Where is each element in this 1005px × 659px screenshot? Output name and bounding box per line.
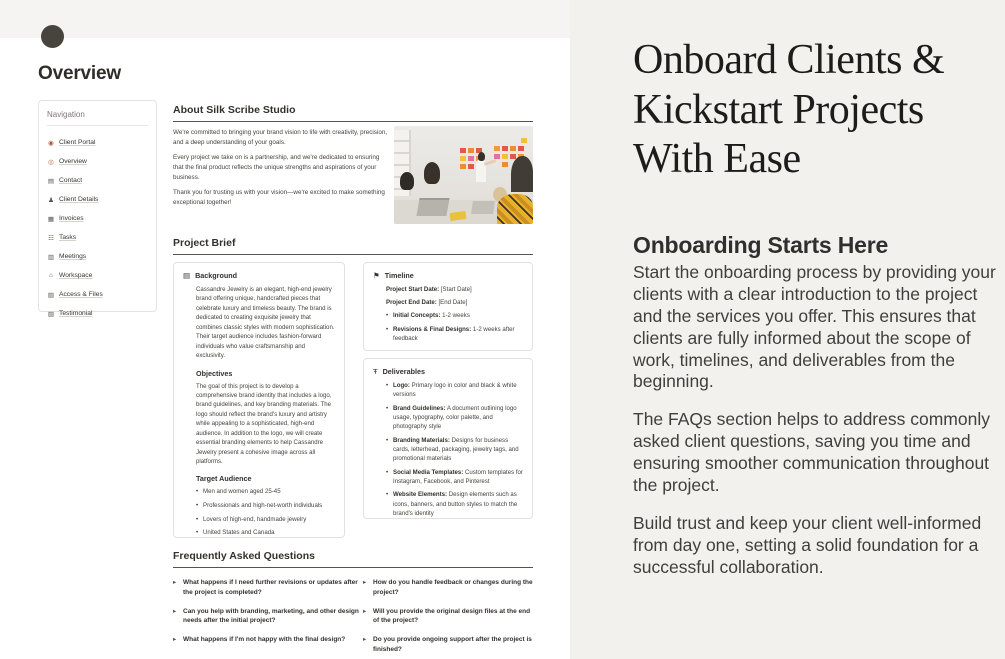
nav-item-label: Contact bbox=[59, 177, 83, 184]
photo-sticky-notes bbox=[460, 148, 466, 153]
field-label: Project Start Date: bbox=[386, 286, 440, 293]
panel-subheading: Onboarding Starts Here bbox=[633, 232, 889, 258]
deliverables-title: Deliverables bbox=[382, 367, 425, 376]
nav-item-label: Client Details bbox=[59, 196, 99, 203]
nav-item-label: Access & Files bbox=[59, 291, 103, 298]
faq-column-left bbox=[173, 578, 359, 654]
photo-person bbox=[424, 162, 440, 184]
item-label: Website Elements: bbox=[393, 491, 448, 499]
nav-item-label: Meetings bbox=[59, 253, 87, 260]
objectives-title: Objectives bbox=[196, 368, 233, 378]
item-text: Primary logo in color and black & white versions bbox=[393, 382, 517, 399]
about-text bbox=[173, 128, 389, 213]
item-text: A document outlining logo usage, typography, color palette, and photography style bbox=[393, 404, 517, 431]
timeline-header bbox=[373, 271, 523, 280]
panel-paragraph: Build trust and keep your client well-informed from day one, setting a solid foundation for a successful collaboration. bbox=[633, 512, 982, 577]
faq-column-right bbox=[363, 578, 533, 659]
item-text: Design elements such as icons, banners, and button styles to match the brand's identity bbox=[393, 491, 518, 517]
team-meeting-photo bbox=[394, 126, 533, 224]
workspace-icon: ⌂ bbox=[49, 272, 53, 279]
target-audience-title: Target Audience bbox=[196, 474, 252, 484]
deliverables-list bbox=[373, 381, 523, 518]
nav-item-client-portal[interactable] bbox=[47, 133, 148, 152]
deliverables-card bbox=[363, 358, 533, 519]
background-text: Cassandre Jewelry is an elegant, high-end jewelry brand offering unique, handcrafted pieces that celebrate luxury and timeless beauty. The brand is dedicated to creating exquisite jewelry that combines classic styles with modern sophistication. Their target audience includes fashion-forward individuals who value craftsmanship and exclusivity. bbox=[196, 286, 335, 360]
client-details-icon: ♟ bbox=[48, 196, 54, 204]
navigation-card bbox=[38, 100, 157, 318]
photo-sticky-note bbox=[521, 138, 527, 143]
field-value: [Start Date] bbox=[439, 286, 472, 293]
nav-item-testimonial[interactable] bbox=[47, 304, 148, 323]
nav-item-tasks[interactable] bbox=[47, 228, 148, 247]
photo-person bbox=[511, 156, 533, 192]
item-label: Revisions & Final Designs: bbox=[393, 325, 472, 333]
faq-toggle[interactable]: ▸ Can you help with branding, marketing, and other design needs after the initial project? bbox=[173, 607, 359, 627]
nav-item-overview[interactable] bbox=[47, 152, 148, 171]
photo-presenter-head bbox=[478, 152, 485, 161]
item-label: Logo: bbox=[393, 382, 410, 389]
navigation-title: Navigation bbox=[47, 110, 148, 126]
project-brief-heading: Project Brief bbox=[173, 237, 533, 255]
timeline-title: Timeline bbox=[384, 271, 414, 280]
tasks-icon: ☷ bbox=[48, 234, 54, 242]
access-files-icon: ▧ bbox=[47, 291, 55, 299]
photo-presenter-arm bbox=[484, 159, 496, 166]
faq-toggle[interactable]: ▸ What happens if I need further revisions or updates after the project is completed? bbox=[173, 578, 359, 598]
deliverable-item bbox=[386, 381, 523, 399]
timeline-card bbox=[363, 262, 533, 351]
faq-toggle[interactable]: ▸ How do you handle feedback or changes during the project? bbox=[363, 578, 533, 598]
invoices-icon: ▦ bbox=[47, 215, 55, 223]
nav-item-label: Testimonial bbox=[59, 310, 93, 317]
pushpin-icon: Ŧ bbox=[373, 367, 378, 376]
faq-toggle[interactable]: ▸ Will you provide the original design files at the end of the project? bbox=[363, 607, 533, 627]
item-text: 1-2 weeks after feedback bbox=[393, 325, 515, 342]
photo-laptop bbox=[416, 198, 449, 216]
about-paragraph: Every project we take on is a partnership, and we're dedicated to ensuring that the final product reflects the unique strengths and aspirations of your business. bbox=[173, 153, 380, 181]
photo-person-plaid-shirt bbox=[497, 194, 533, 224]
deliverables-header bbox=[373, 367, 523, 376]
nav-item-contact[interactable] bbox=[47, 171, 148, 190]
panel-heading: Onboard Clients & Kickstart Projects With Ease bbox=[633, 37, 945, 183]
faq-toggle[interactable]: ▸ Do you provide ongoing support after the project is finished? bbox=[363, 635, 533, 655]
photo-person bbox=[400, 172, 414, 190]
panel-paragraph: Start the onboarding process by providing your clients with a clear introduction to the project and the services you offer. This ensures that clients are fully informed about the scope of work, timelines, and deliverables from the beginning. bbox=[633, 262, 996, 392]
nav-item-label: Invoices bbox=[59, 215, 84, 222]
timeline-item bbox=[386, 311, 523, 320]
about-section-heading: About Silk Scribe Studio bbox=[173, 104, 533, 122]
objectives-text: The goal of this project is to develop a comprehensive brand identity that includes a logo, brand guidelines, and key branding materials. The logo should reflect the brand's luxury and artistry while appealing to a sophisticated, high-end audience. In addition to the logo, we will create essential branding elements to help Cassandre Jewelry present a cohesive image across all platforms. bbox=[196, 382, 332, 465]
deliverable-item bbox=[386, 436, 523, 463]
panel-body bbox=[633, 262, 1005, 594]
nav-item-label: Overview bbox=[59, 158, 87, 165]
nav-item-client-details[interactable] bbox=[47, 190, 148, 209]
marketing-panel bbox=[570, 0, 1005, 659]
meetings-icon: ▥ bbox=[47, 253, 55, 261]
nav-item-label: Client Portal bbox=[59, 139, 96, 146]
deliverable-item bbox=[386, 404, 523, 431]
client-portal-icon: ◉ bbox=[48, 139, 54, 147]
project-brief-background-card bbox=[173, 262, 345, 538]
timeline-list bbox=[373, 311, 523, 343]
item-text: Designs for business cards, letterhead, packaging, jewelry tags, and promotional materials bbox=[393, 436, 519, 462]
workspace-logo bbox=[41, 25, 64, 48]
nav-item-access-files[interactable] bbox=[47, 285, 148, 304]
faq-heading: Frequently Asked Questions bbox=[173, 550, 533, 568]
page-title: Overview bbox=[38, 63, 121, 84]
item-label: Initial Concepts: bbox=[393, 311, 441, 319]
archive-box-icon: ▤ bbox=[183, 271, 191, 280]
item-label: Brand Guidelines: bbox=[393, 404, 446, 412]
nav-item-meetings[interactable] bbox=[47, 247, 148, 266]
deliverable-item bbox=[386, 468, 523, 486]
item-text: Custom templates for Instagram, Facebook, and Pinterest bbox=[393, 468, 523, 485]
panel-paragraph: The FAQs section helps to address commonly asked client questions, saving you time and ensuring smoother communication throughout the project. bbox=[633, 409, 990, 495]
background-title: Background bbox=[195, 271, 238, 280]
nav-item-label: Workspace bbox=[59, 272, 93, 279]
timeline-item bbox=[386, 325, 523, 343]
timeline-field bbox=[373, 298, 523, 307]
field-value: [End Date] bbox=[436, 298, 468, 306]
item-label: Social Media Templates: bbox=[393, 468, 464, 476]
timeline-field bbox=[373, 285, 523, 294]
target-audience-item: • Lovers of high-end, handmade jewelry bbox=[196, 515, 335, 524]
about-paragraph: We're committed to bringing your brand vision to life with creativity, precision, and a deep understanding of your goals. bbox=[173, 129, 388, 146]
photo-sticky-notes bbox=[494, 146, 500, 151]
target-audience-item: • United States and Canada bbox=[196, 528, 335, 537]
milestone-icon: ⚑ bbox=[373, 271, 380, 280]
target-audience-item: • Men and women aged 25-45 bbox=[196, 487, 335, 496]
testimonial-icon: ▨ bbox=[47, 310, 55, 318]
nav-item-label: Tasks bbox=[59, 234, 77, 241]
photo-laptop bbox=[471, 201, 495, 214]
nav-item-workspace[interactable] bbox=[47, 266, 148, 285]
deliverable-item bbox=[386, 490, 523, 517]
overview-icon: ◎ bbox=[48, 158, 54, 166]
item-text: 1-2 weeks bbox=[440, 311, 470, 319]
target-audience-item: • Professionals and high-net-worth individuals bbox=[196, 501, 335, 510]
field-label: Project End Date: bbox=[386, 298, 437, 306]
about-paragraph: Thank you for trusting us with your vision—we're excited to make something exceptional together! bbox=[173, 188, 385, 206]
page-cover-band bbox=[0, 0, 570, 38]
target-audience-list bbox=[183, 487, 335, 537]
item-label: Branding Materials: bbox=[393, 436, 450, 444]
contact-icon: ▤ bbox=[47, 177, 55, 185]
faq-toggle[interactable]: ▸ What happens if I'm not happy with the final design? bbox=[173, 635, 359, 645]
background-header bbox=[183, 271, 335, 280]
nav-item-invoices[interactable] bbox=[47, 209, 148, 228]
